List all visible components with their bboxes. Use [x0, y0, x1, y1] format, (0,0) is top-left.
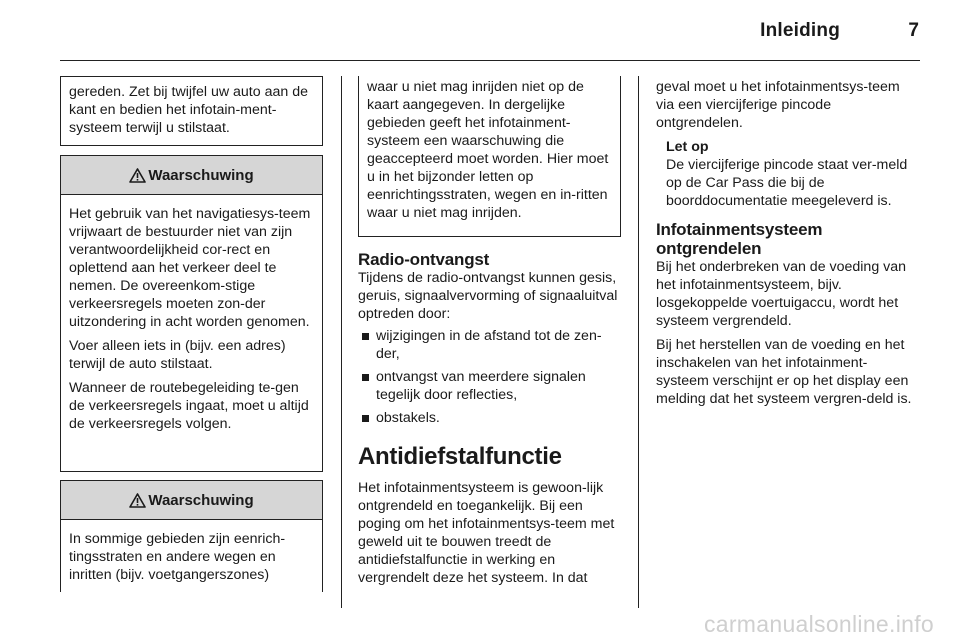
unlock-paragraph-2: Bij het herstellen van de voeding en het inschakelen van het infotainment-systeem verschijnt er op het display een melding dat het systeem vergren-deld is. — [656, 337, 912, 407]
warning-header-2 — [61, 481, 322, 520]
note-label: Let op — [666, 139, 709, 155]
warning-title-1: Waarschuwing — [148, 166, 254, 184]
continued-text: geval moet u het infotainmentsys-teem via een viercijferige pincode ontgrendelen. — [656, 79, 900, 131]
list-item — [358, 368, 623, 404]
page-number: 7 — [908, 20, 919, 41]
column-divider-2 — [638, 76, 639, 608]
antitheft-text: Het infotainmentsysteem is gewoon-lijk ontgrendeld en toegankelijk. Bij een poging om het infotainmentsys-teem met geweld uit te bouwen treedt de antidiefstalfunctie in werking en vergrendelt deze het systeem. In dat — [358, 480, 615, 586]
unlock-heading-line-2: ontgrendelen — [656, 239, 762, 258]
column-divider-1 — [341, 76, 342, 608]
antitheft-heading: Antidiefstalfunctie — [358, 443, 562, 470]
bullet-text: wijzigingen in de afstand tot de zen-der, — [376, 328, 602, 362]
note-block — [656, 138, 920, 210]
bullet-text: ontvangst van meerdere signalen tegelijk door reflecties, — [376, 369, 586, 403]
unlock-paragraph-1: Bij het onderbreken van de voeding van het infotainmentsysteem, bijv. losgekoppelde voertuigaccu, wordt het systeem vergrendeld. — [656, 259, 907, 329]
warning-header-1 — [61, 156, 322, 195]
radio-heading: Radio-ontvangst — [358, 250, 490, 269]
bullet-square-icon — [362, 374, 369, 381]
list-item — [358, 327, 623, 363]
continued-warning-box — [358, 76, 621, 237]
header-rule — [60, 60, 920, 61]
list-item — [358, 409, 623, 427]
continued-warning-text: waar u niet mag inrijden niet op de kaart aangegeven. In dergelijke gebieden geeft het infotainment-systeem een waarschuwing die geaccepteerd moet worden. Hier moet u in het bijzonder letten op eenrichtingsstraten, wegen en in-ritten waar u niet mag inrijden. — [367, 79, 609, 221]
warning-triangle-icon — [129, 168, 146, 183]
intro-box — [60, 76, 323, 146]
page-header-title: Inleiding — [760, 20, 840, 41]
bullet-square-icon — [362, 333, 369, 340]
warning-body-2: In sommige gebieden zijn eenrich-tingsstraten en andere wegen en inritten (bijv. voetgangerszones) — [69, 531, 286, 583]
warning1-paragraph-3: Wanneer de routebegeleiding te-gen de verkeersregels ingaat, moet u altijd de verkeersregels volgen. — [69, 380, 309, 432]
warning-box-2 — [60, 480, 323, 592]
radio-intro: Tijdens de radio-ontvangst kunnen gesis, geruis, signaalvervorming of signaaluitval optreden door: — [358, 270, 618, 322]
watermark: carmanualsonline.info — [703, 611, 934, 637]
warning-body-1 — [61, 195, 322, 433]
note-text: De viercijferige pincode staat ver-meld op de Car Pass die bij de boorddocumentatie meegeleverd is. — [666, 157, 908, 209]
warning1-paragraph-2: Voer alleen iets in (bijv. een adres) terwijl de auto stilstaat. — [69, 338, 286, 372]
intro-box-text: gereden. Zet bij twijfel uw auto aan de kant en bedien het infotain-ment-systeem terwijl u stilstaat. — [69, 84, 308, 136]
warning-box-1 — [60, 155, 323, 472]
bullet-text: obstakels. — [376, 410, 440, 426]
unlock-heading-line-1: Infotainmentsysteem — [656, 220, 823, 239]
column-2-content — [358, 250, 623, 587]
warning-triangle-icon — [129, 493, 146, 508]
column-3-content — [656, 78, 920, 408]
warning1-paragraph-1: Het gebruik van het navigatiesys-teem vrijwaart de bestuurder niet van zijn verantwoordelijkheid cor-rect en oplettend aan het verkeer deel te nemen. De overeenkom-stige verkeersregels moeten zon-der uitzondering in acht worden genomen. — [69, 206, 311, 330]
radio-bullet-list — [358, 327, 623, 427]
warning-title-2: Waarschuwing — [148, 491, 254, 509]
bullet-square-icon — [362, 415, 369, 422]
